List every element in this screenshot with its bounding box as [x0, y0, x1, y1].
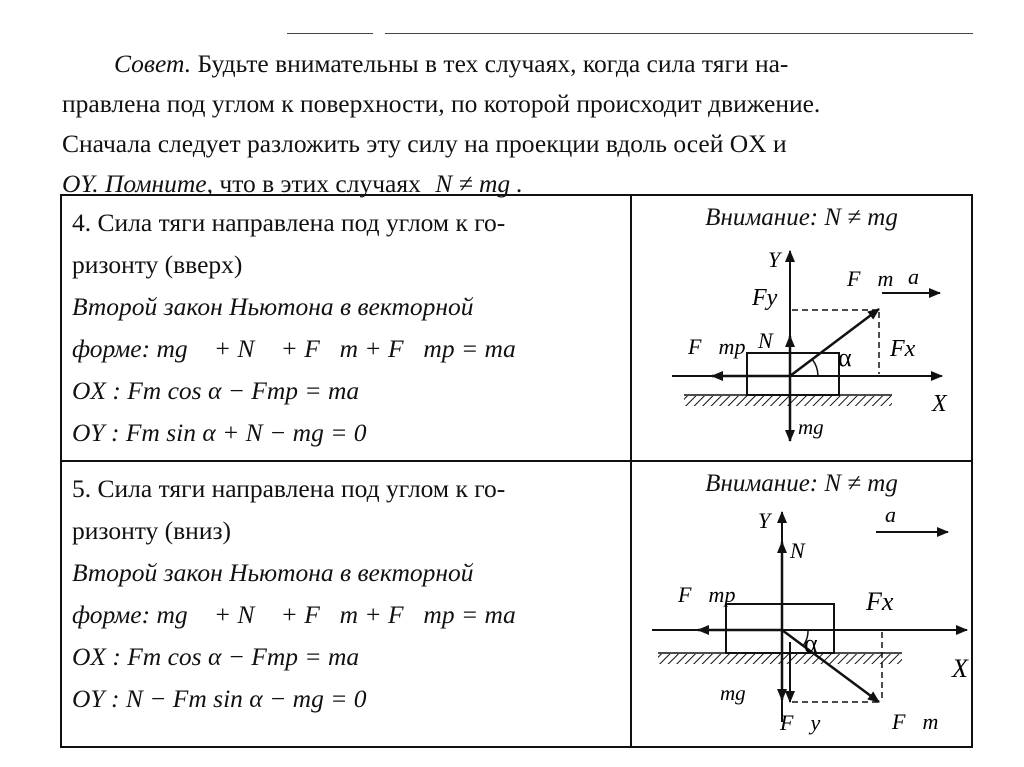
advice-line-3: Сначала следует разложить эту силу на проекции вдоль осей OX и [62, 129, 787, 158]
case-4-law-1: Второй закон Ньютона в векторной [72, 292, 474, 321]
case-5-law-2: форме: [72, 600, 151, 629]
y-label: Y [758, 508, 771, 533]
ft-label: F⃗т [847, 266, 894, 291]
advice-remember: Помните, [105, 169, 213, 198]
case-4-eq-oy: OY : Fт sin α + N − mg = 0 [72, 418, 367, 447]
advice-line-2: правлена под углом к поверхности, по которой происходит движение. [62, 89, 821, 118]
case-row-5 [61, 461, 972, 747]
case-5-figure [631, 461, 972, 747]
a-label: a⃗ [908, 264, 937, 289]
top-rule-left [287, 33, 373, 34]
thrust-force-arrow [782, 630, 879, 702]
ground-hatch [684, 396, 892, 406]
ftr-label: F⃗тр [678, 582, 736, 607]
case-5-eq-ox: OX : Fт cos α − Fтр = ma [72, 642, 360, 671]
x-label: X [952, 654, 968, 683]
thrust-force-arrow [790, 309, 879, 376]
advice-paragraph [62, 44, 972, 204]
x-label: X [932, 391, 947, 417]
a-label: a⃗ [885, 502, 914, 527]
case-4-title-1: 4. Сила тяги направлена под углом к го- [72, 208, 506, 237]
case-4-eq-ox: OX : Fт cos α − Fтр = ma [72, 376, 360, 405]
block [726, 604, 834, 653]
case-4-diagram [632, 196, 985, 462]
advice-formula: N ≠ mg . [435, 169, 523, 198]
case-4-attention: Внимание: N ≠ mg [705, 204, 898, 231]
mg-label: mg⃗ [798, 415, 840, 439]
fy-label: F⃗y [780, 710, 821, 735]
case-4-eq-vector: mg⃗ + N⃗ + F⃗т + F⃗тр = ma⃗ [156, 334, 536, 363]
alpha-label: α [804, 629, 818, 658]
case-4-title-2: ризонту (вверх) [72, 250, 243, 279]
ground-hatch [658, 654, 902, 664]
case-4-text [61, 195, 631, 461]
case-5-eq-oy: OY : N − Fт sin α − mg = 0 [72, 684, 367, 713]
fx-label: Fx [890, 336, 916, 362]
ft-label: F⃗т [892, 709, 939, 734]
cases-table [60, 194, 973, 748]
case-5-law-1: Второй закон Ньютона в векторной [72, 558, 474, 587]
alpha-label: α [838, 343, 852, 372]
n-label: N⃗ [790, 538, 822, 563]
advice-line-1: Будьте внимательны в тех случаях, когда сила тяги на- [197, 49, 789, 78]
advice-line-4: что в этих случаях [219, 169, 421, 198]
advice-label: Совет. [114, 49, 192, 78]
n-label: N⃗ [758, 328, 790, 353]
case-row-4 [61, 195, 972, 461]
case-5-diagram [632, 462, 985, 748]
case-5-title-1: 5. Сила тяги направлена под углом к го- [72, 474, 506, 503]
case-4-law-2: форме: [72, 334, 151, 363]
alpha-arc [812, 359, 818, 376]
case-5-attention: Внимание: N ≠ mg [705, 470, 898, 497]
case-5-eq-vector: mg⃗ + N⃗ + F⃗т + F⃗тр = ma⃗ [156, 600, 536, 629]
fx-label: Fx [866, 587, 894, 616]
case-5-title-2: ризонту (вниз) [72, 516, 232, 545]
case-4-figure [631, 195, 972, 461]
mg-label: mg⃗ [720, 681, 762, 705]
ftr-label: F⃗тр [688, 334, 746, 359]
fy-label: Fy [752, 285, 778, 311]
advice-axis: OY. [62, 169, 99, 198]
case-5-text [61, 461, 631, 747]
top-rule-right [385, 33, 973, 34]
y-label: Y [768, 247, 781, 272]
